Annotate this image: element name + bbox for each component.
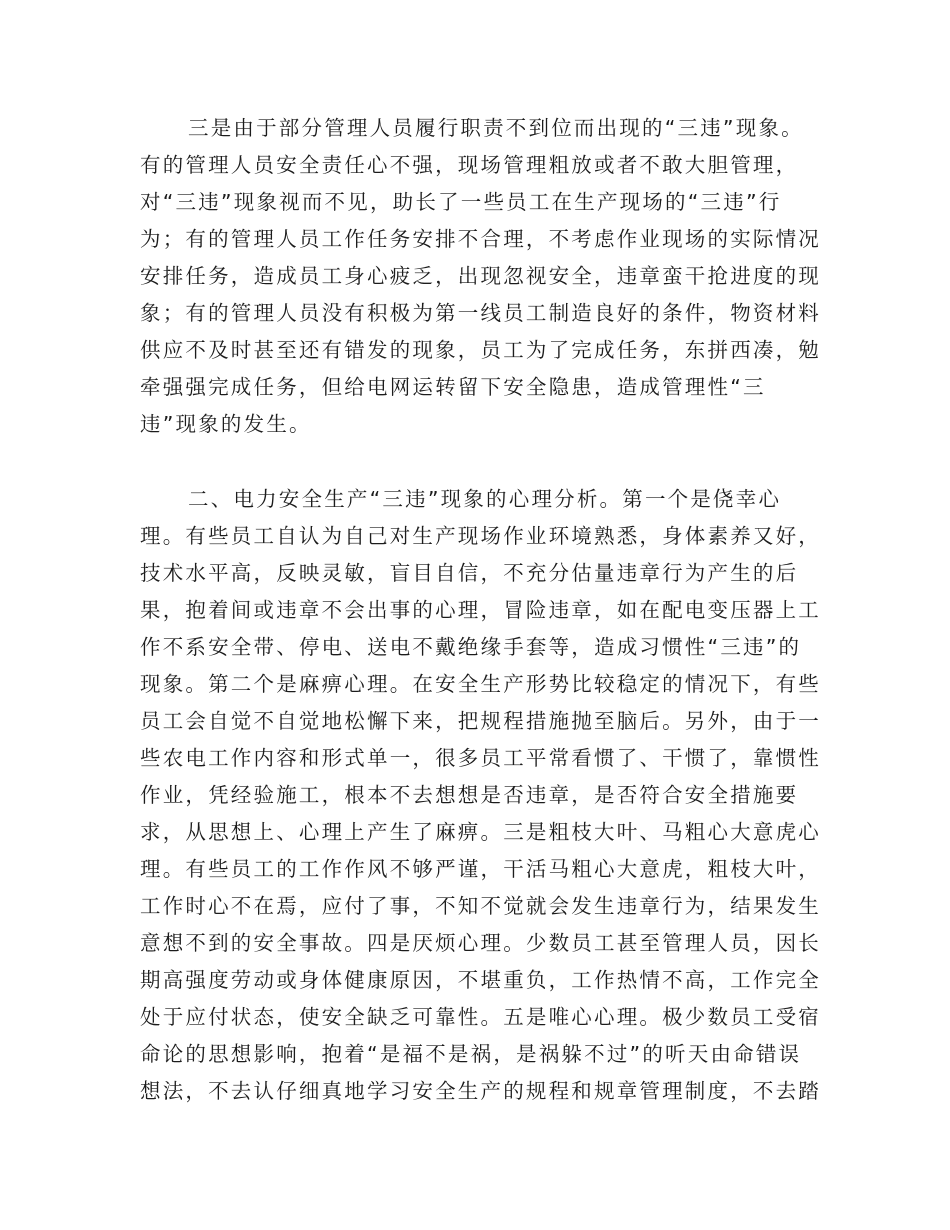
text-line: 理。有些员工的工作作风不够严谨，干活马粗心大意虎，粗枝大叶， [140, 857, 821, 881]
text-line: 理。有些员工自认为自己对生产现场作业环境熟悉，身体素养又好， [140, 524, 821, 548]
text-line: 技术水平高，反映灵敏，盲目自信，不充分估量违章行为产生的后 [140, 561, 799, 585]
text-line: 违”现象的发生。 [140, 412, 312, 436]
text-line: 三是由于部分管理人员履行职责不到位而出现的“三违”现象。 [188, 116, 804, 140]
text-line: 为；有的管理人员工作任务安排不合理，不考虑作业现场的实际情况 [140, 227, 821, 251]
paragraph-psychological-analysis [140, 481, 821, 1110]
text-line: 果，抱着间或违章不会出事的心理，冒险违章，如在配电变压器上工 [140, 598, 821, 622]
text-line: 意想不到的安全事故。四是厌烦心理。少数员工甚至管理人员，因长 [140, 931, 821, 955]
text-line: 牵强强完成任务，但给电网运转留下安全隐患，造成管理性“三 [140, 375, 766, 399]
text-line: 有的管理人员安全责任心不强，现场管理粗放或者不敢大胆管理， [140, 153, 799, 177]
text-line: 安排任务，造成员工身心疲乏，出现忽视安全，违章蛮干抢进度的现 [140, 264, 821, 288]
text-line: 现象。第二个是麻痹心理。在安全生产形势比较稳定的情况下，有些 [140, 672, 821, 696]
text-line: 二、电力安全生产“三违”现象的心理分析。第一个是侥幸心 [188, 487, 782, 511]
text-line: 处于应付状态，使安全缺乏可靠性。五是唯心心理。极少数员工受宿 [140, 1005, 821, 1029]
text-line: 命论的思想影响，抱着“是福不是祸，是祸躲不过”的听天由命错误 [140, 1042, 802, 1066]
text-line: 供应不及时甚至还有错发的现象，员工为了完成任务，东拼西凑，勉 [140, 338, 821, 362]
text-line: 对“三违”现象视而不见，助长了一些员工在生产现场的“三违”行 [140, 190, 782, 214]
text-line: 象；有的管理人员没有积极为第一线员工制造良好的条件，物资材料 [140, 301, 821, 325]
text-line: 期高强度劳动或身体健康原因，不堪重负，工作热情不高，工作完全 [140, 968, 821, 992]
text-line: 想法，不去认仔细真地学习安全生产的规程和规章管理制度，不去踏 [140, 1079, 821, 1103]
text-line: 工作时心不在焉，应付了事，不知不觉就会发生违章行为，结果发生 [140, 894, 821, 918]
text-line: 作业，凭经验施工，根本不去想想是否违章，是否符合安全措施要 [140, 783, 799, 807]
paragraph-management-violations [140, 110, 821, 443]
text-line: 求，从思想上、心理上产生了麻痹。三是粗枝大叶、马粗心大意虎心 [140, 820, 821, 844]
text-line: 作不系安全带、停电、送电不戴绝缘手套等，造成习惯性“三违”的 [140, 635, 802, 659]
text-line: 员工会自觉不自觉地松懈下来，把规程措施抛至脑后。另外，由于一 [140, 709, 821, 733]
text-line: 些农电工作内容和形式单一，很多员工平常看惯了、干惯了，靠惯性 [140, 746, 821, 770]
